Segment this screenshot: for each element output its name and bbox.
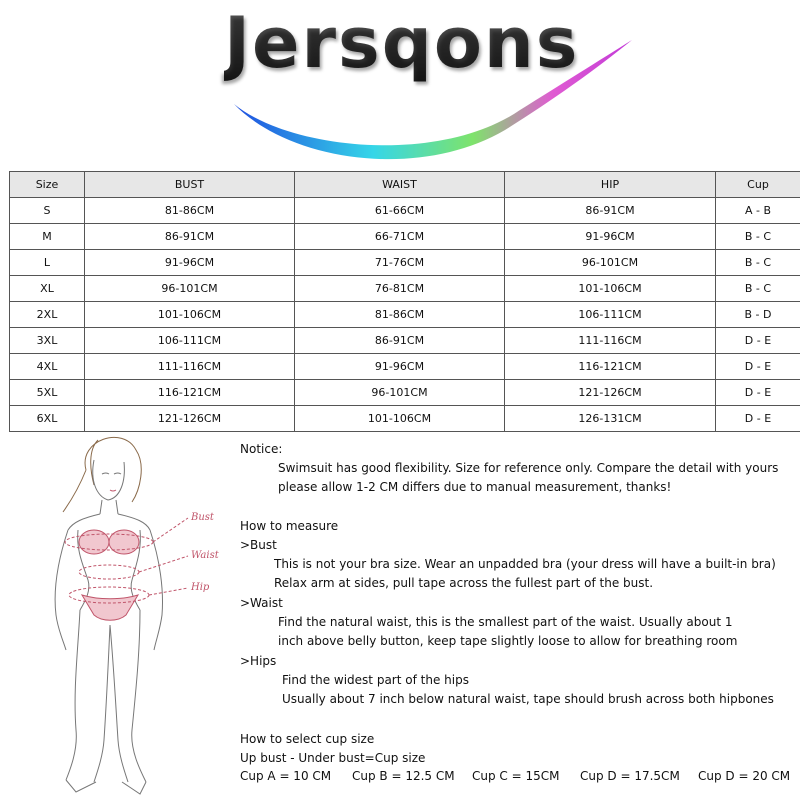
header-bust: BUST (85, 172, 295, 198)
cup-item: Cup D = 20 CM (698, 769, 790, 783)
cell-size: 2XL (10, 302, 85, 328)
cell-size: 3XL (10, 328, 85, 354)
brand-logo (0, 0, 800, 165)
hips-heading: >Hips (240, 654, 276, 668)
cell-hip: 126-131CM (505, 406, 716, 432)
cup-item: Cup D = 17.5CM (580, 769, 680, 783)
cell-waist: 61-66CM (295, 198, 505, 224)
cell-hip: 121-126CM (505, 380, 716, 406)
notice-line: please allow 1-2 CM differs due to manual measurement, thanks! (278, 480, 671, 494)
bust-label: Bust (191, 512, 214, 523)
bust-instruction: Relax arm at sides, pull tape across the fullest part of the bust. (274, 576, 653, 590)
cell-cup: B - C (716, 224, 800, 250)
cup-item: Cup B = 12.5 CM (352, 769, 455, 783)
cell-size: 4XL (10, 354, 85, 380)
cell-size: 5XL (10, 380, 85, 406)
waist-instruction: inch above belly button, keep tape slightly loose to allow for breathing room (278, 634, 737, 648)
size-chart-table (9, 171, 800, 432)
waist-instruction: Find the natural waist, this is the smallest part of the waist. Usually about 1 (278, 615, 733, 629)
cup-formula: Up bust - Under bust=Cup size (240, 751, 425, 765)
table-row (10, 354, 800, 380)
cell-size: S (10, 198, 85, 224)
cell-cup: D - E (716, 354, 800, 380)
table-row (10, 302, 800, 328)
cell-cup: D - E (716, 406, 800, 432)
cell-waist: 101-106CM (295, 406, 505, 432)
cell-waist: 66-71CM (295, 224, 505, 250)
hip-label: Hip (191, 582, 209, 593)
table-row (10, 328, 800, 354)
hips-instruction: Usually about 7 inch below natural waist, tape should brush across both hipbones (282, 692, 774, 706)
table-row (10, 224, 800, 250)
cell-hip: 96-101CM (505, 250, 716, 276)
table-row (10, 406, 800, 432)
cell-hip: 116-121CM (505, 354, 716, 380)
measurement-figure (28, 430, 228, 805)
cup-title: How to select cup size (240, 732, 374, 746)
cell-bust: 106-111CM (85, 328, 295, 354)
cell-bust: 121-126CM (85, 406, 295, 432)
cell-bust: 116-121CM (85, 380, 295, 406)
table-row (10, 250, 800, 276)
table-row (10, 276, 800, 302)
cup-item: Cup A = 10 CM (240, 769, 331, 783)
hips-instruction: Find the widest part of the hips (282, 673, 469, 687)
cell-bust: 86-91CM (85, 224, 295, 250)
cell-cup: D - E (716, 328, 800, 354)
cell-waist: 76-81CM (295, 276, 505, 302)
cell-cup: D - E (716, 380, 800, 406)
header-waist: WAIST (295, 172, 505, 198)
cell-waist: 96-101CM (295, 380, 505, 406)
body-illustration (28, 430, 228, 800)
cell-size: L (10, 250, 85, 276)
header-hip: HIP (505, 172, 716, 198)
cell-waist: 71-76CM (295, 250, 505, 276)
cell-hip: 91-96CM (505, 224, 716, 250)
cell-cup: B - C (716, 250, 800, 276)
bust-heading: >Bust (240, 538, 277, 552)
cell-bust: 96-101CM (85, 276, 295, 302)
table-header-row (10, 172, 800, 198)
table-row (10, 380, 800, 406)
cell-bust: 91-96CM (85, 250, 295, 276)
cell-size: 6XL (10, 406, 85, 432)
cell-cup: B - C (716, 276, 800, 302)
notice-line: Swimsuit has good flexibility. Size for reference only. Compare the detail with yours (278, 461, 778, 475)
waist-heading: >Waist (240, 596, 283, 610)
cell-waist: 86-91CM (295, 328, 505, 354)
cell-waist: 91-96CM (295, 354, 505, 380)
cell-cup: B - D (716, 302, 800, 328)
cell-size: XL (10, 276, 85, 302)
brand-name: Jersqons (224, 2, 579, 84)
cell-hip: 86-91CM (505, 198, 716, 224)
table-row (10, 198, 800, 224)
header-cup: Cup (716, 172, 800, 198)
cell-bust: 111-116CM (85, 354, 295, 380)
cup-item: Cup C = 15CM (472, 769, 559, 783)
cell-bust: 101-106CM (85, 302, 295, 328)
cell-waist: 81-86CM (295, 302, 505, 328)
notice-title: Notice: (240, 442, 282, 456)
cell-bust: 81-86CM (85, 198, 295, 224)
cell-size: M (10, 224, 85, 250)
bust-instruction: This is not your bra size. Wear an unpadded bra (your dress will have a built-in bra) (274, 557, 776, 571)
cell-hip: 106-111CM (505, 302, 716, 328)
cell-hip: 111-116CM (505, 328, 716, 354)
header-size: Size (10, 172, 85, 198)
waist-label: Waist (191, 550, 219, 561)
cell-cup: A - B (716, 198, 800, 224)
measure-title: How to measure (240, 519, 338, 533)
swoosh-graphic (220, 30, 640, 165)
cell-hip: 101-106CM (505, 276, 716, 302)
